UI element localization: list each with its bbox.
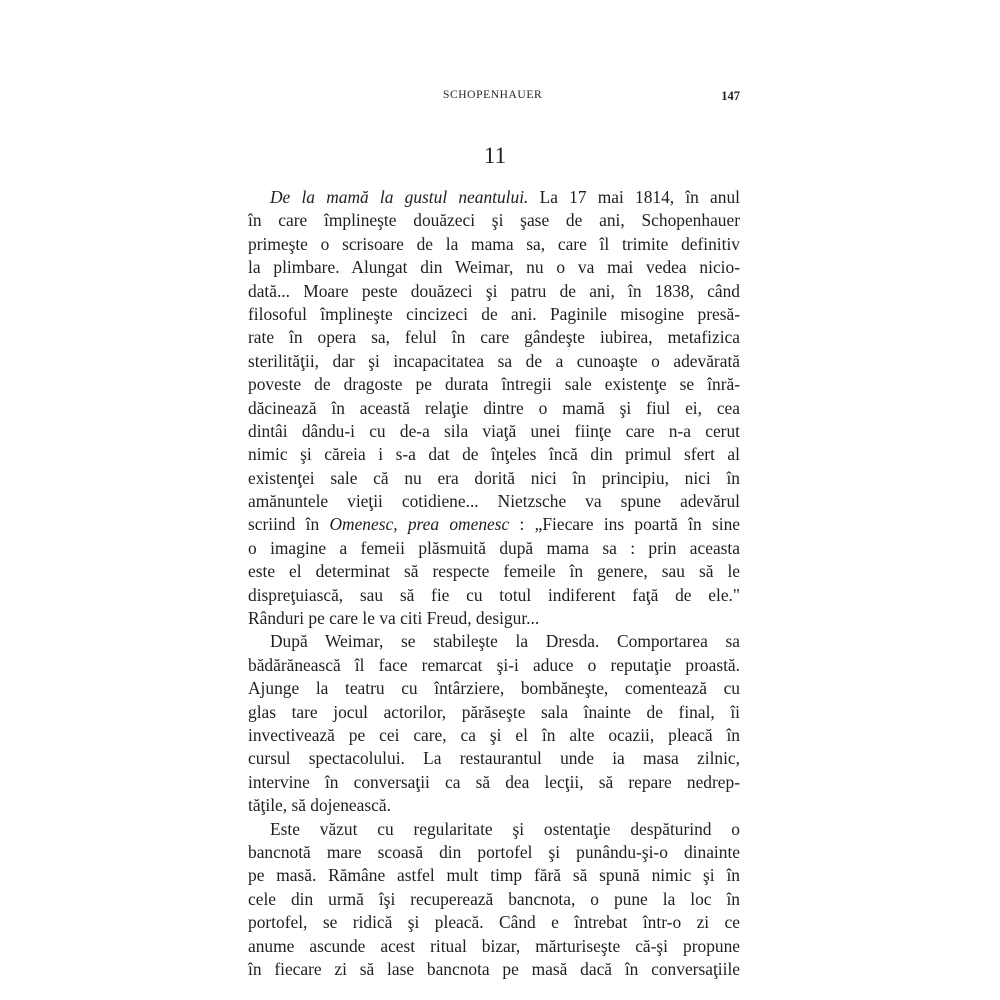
chapter-body bbox=[248, 186, 740, 981]
text-line: în fiecare zi să lase bancnota pe masă dacă în conversaţiile bbox=[248, 958, 740, 979]
text-line: intervine în conversaţii ca să dea lecţii, să repare nedrep- bbox=[248, 771, 740, 792]
text-line: la plimbare. Alungat din Weimar, nu o va mai vedea nicio- bbox=[248, 257, 740, 278]
text-line: dăcinează în această relaţie dintre o mamă şi fiul ei, cea bbox=[248, 397, 740, 418]
book-title-italic: Omenesc, prea omenesc bbox=[329, 514, 510, 535]
text-line: bădărănească îl face remarcat şi-i aduce o reputaţie proastă. bbox=[248, 654, 740, 675]
text-line: După Weimar, se stabileşte la Dresda. Comportarea sa bbox=[270, 631, 740, 652]
paragraph bbox=[248, 818, 740, 982]
text-line bbox=[248, 186, 740, 209]
text-line: portofel, se ridică şi pleacă. Când e întrebat într-o zi ce bbox=[248, 912, 740, 933]
text-line: Ajunge la teatru cu întârziere, bombăneşte, comentează cu bbox=[248, 678, 740, 699]
page-number: 147 bbox=[721, 89, 740, 103]
text-line bbox=[248, 513, 740, 536]
text-line: o imagine a femeii plăsmuită după mama sa : prin aceasta bbox=[248, 537, 740, 558]
text-line: filosoful împlineşte cincizeci de ani. Paginile misogine presă- bbox=[248, 303, 740, 324]
text-line: invectivează pe cei care, ca şi el în alte ocazii, pleacă în bbox=[248, 724, 740, 745]
text-line: pe masă. Rămâne astfel mult timp fără să spună nimic şi în bbox=[248, 865, 740, 886]
text-line: dată... Moare peste douăzeci şi patru de ani, în 1838, când bbox=[248, 280, 740, 301]
text-line: dintâi dându-i cu de-a sila viaţă unei fiinţe care n-a cerut bbox=[248, 420, 740, 441]
text-line: anume ascunde acest ritual bizar, mărturiseşte că-şi propune bbox=[248, 935, 740, 956]
text-line: este el determinat să respecte femeile în genere, sau să le bbox=[248, 561, 740, 582]
text-line: în care împlineşte douăzeci şi şase de ani, Schopenhauer bbox=[248, 210, 740, 231]
text-line: Este văzut cu regularitate şi ostentaţie despăturind o bbox=[270, 818, 740, 839]
running-title: SCHOPENHAUER bbox=[443, 89, 543, 101]
line-text: : „Fiecare ins poartă în sine bbox=[509, 514, 740, 535]
text-line: existenţei sale că nu era dorită nici în principiu, nici în bbox=[248, 467, 740, 488]
text-line: amănuntele vieţii cotidiene... Nietzsche va spune adevărul bbox=[248, 491, 740, 512]
line-text: La 17 mai 1814, în anul bbox=[528, 187, 740, 207]
text-line: bancnotă mare scoasă din portofel şi punându-şi-o dinainte bbox=[248, 841, 740, 862]
paragraph bbox=[248, 186, 740, 630]
text-line: nimic şi căreia i s-a dat de înţeles încă din primul sfert al bbox=[248, 444, 740, 465]
chapter-number: 11 bbox=[483, 143, 507, 168]
text-line: Rânduri pe care le va citi Freud, desigur... bbox=[248, 608, 540, 629]
text-line: poveste de dragoste pe durata întregii sale existenţe se înră- bbox=[248, 374, 740, 395]
text-line: tăţile, să dojenească. bbox=[248, 795, 391, 816]
text-line: rate în opera sa, felul în care gândeşte iubirea, metafizica bbox=[248, 327, 740, 348]
text-line: glas tare jocul actorilor, părăseşte sala înainte de final, îi bbox=[248, 701, 740, 722]
text-line: cursul spectacolului. La restaurantul unde ia masa zilnic, bbox=[248, 748, 740, 769]
text-line: sterilităţii, dar şi incapacitatea sa de a cunoaşte o adevărată bbox=[248, 350, 740, 371]
text-line: cele din urmă îşi recuperează bancnota, o pune la loc în bbox=[248, 888, 740, 909]
running-head bbox=[250, 89, 740, 107]
text-line: dispreţuiască, sau să fie cu totul indiferent faţă de ele." bbox=[248, 584, 740, 605]
text-line: primeşte o scrisoare de la mama sa, care îl trimite definitiv bbox=[248, 233, 740, 254]
line-text: scriind în bbox=[248, 514, 330, 535]
paragraph bbox=[248, 630, 740, 817]
section-heading-italic: De la mamă la gustul neantului. bbox=[270, 187, 529, 207]
